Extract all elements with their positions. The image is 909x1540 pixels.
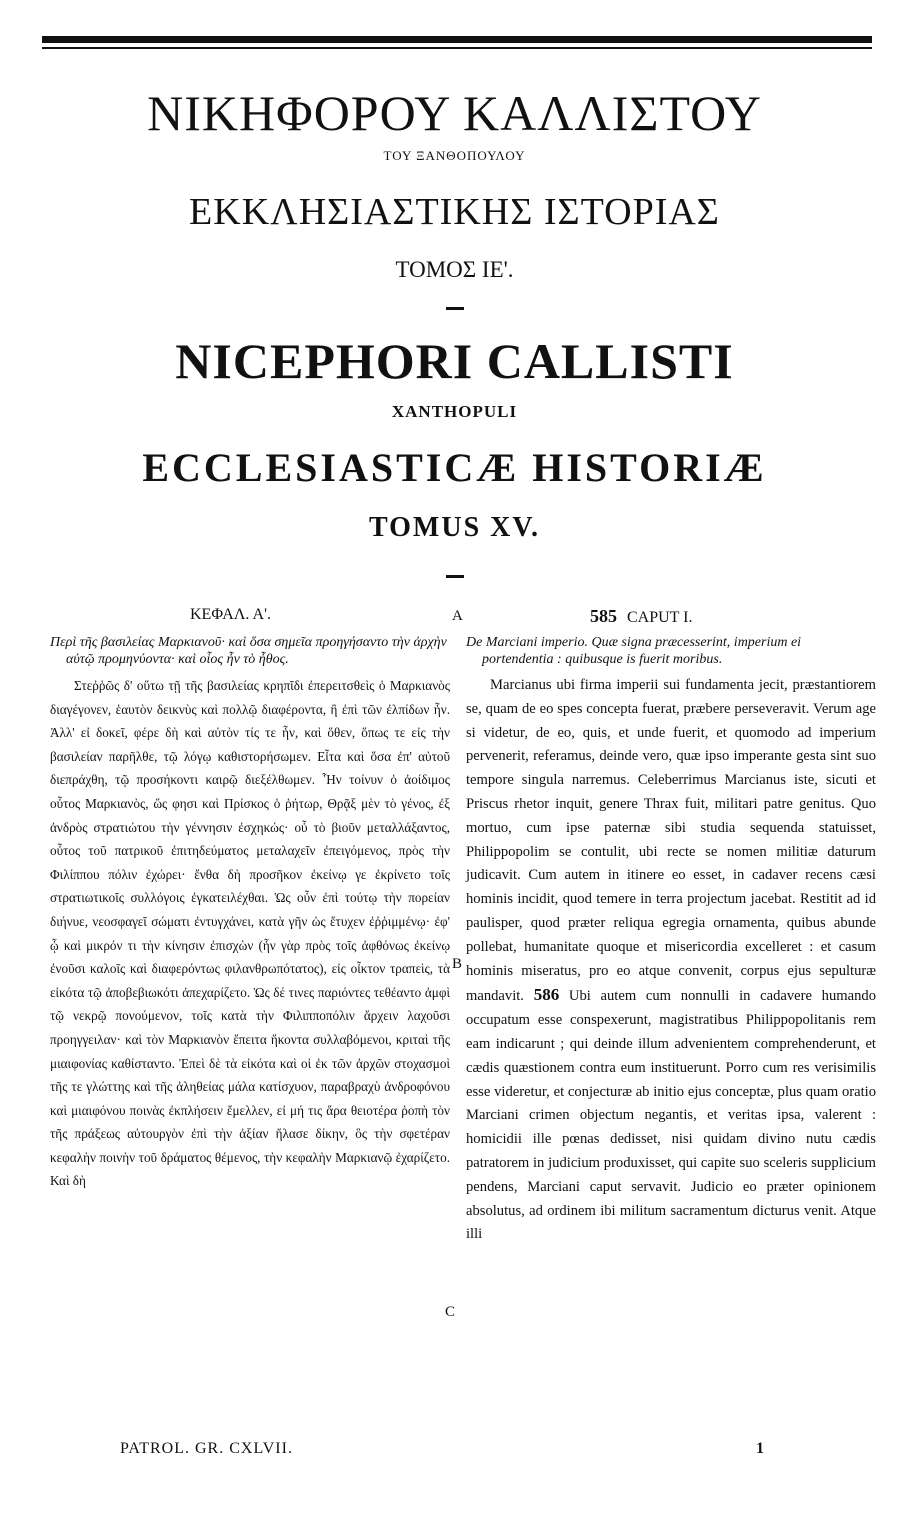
latin-author-subtitle: XANTHOPULI bbox=[391, 402, 518, 421]
signature-mark: 1 bbox=[756, 1440, 764, 1457]
latin-body-part2: Ubi autem cum nonnulli in cadavere humando occupatum esse conspexerunt, magistratibus Philippopolitanis rem eam indicarunt ; qui deinde illum advenientem comprehenderunt, et cædis quæstionem contra eum instituerunt. Porro cum res verisimilis esse videretur, et conjecturæ ab initio ejus conceptæ, plus quam oratio Marciani crimen objectum negantis, et veritas ipsa, valerent : homicidii ille pœnas dedisset, nisi quidam divino nutu cædis patratorem in judicium produxisset, qui capite suo sceleris supplicium pendens, Marciani caput servavit. Judicio eo præter opinionem absolutus, ad ordinem ibi militum sacramentum dicturus venit. Atque illi bbox=[466, 988, 876, 1243]
greek-chapter-summary: Περὶ τῆς βασιλείας Μαρκιανοῦ· καὶ ὅσα σημεῖα προηγήσαντο τὴν ἀρχὴν αὐτῷ προμηνύοντα· καὶ οἷος ἦν τὸ ἦθος. bbox=[50, 635, 447, 667]
greek-work-title: ΕΚΚΛΗΣΙΑΣΤΙΚΗΣ ΙΣΤΟΡΙΑΣ bbox=[189, 191, 720, 233]
greek-tome: ΤΟΜΟΣ ΙΕ'. bbox=[395, 257, 514, 282]
latin-chapter-summary: De Marciani imperio. Quæ signa præcesserint, imperium ei portendentia : quibusque is fuerit moribus. bbox=[466, 635, 802, 667]
latin-author-title: NICEPHORI CALLISTI bbox=[175, 333, 734, 389]
margin-letter-a: A bbox=[452, 608, 463, 624]
greek-text-column bbox=[50, 634, 450, 1193]
separator-dash bbox=[446, 575, 464, 578]
latin-chapter-heading: CAPUT I. bbox=[627, 609, 693, 626]
latin-text-column bbox=[466, 634, 876, 1247]
series-footer: PATROL. GR. CXLVII. bbox=[120, 1440, 293, 1457]
greek-author-subtitle: ΤΟΥ ΞΑΝΘΟΠΟΥΛΟΥ bbox=[383, 148, 526, 163]
margin-letter-c: C bbox=[445, 1304, 456, 1320]
greek-body-text: Στεῤῥῶς δ' οὕτω τῇ τῆς βασιλείας κρηπῖδι ἐπερειτσθεὶς ὁ Μαρκιανὸς διαγέγονεν, ἑαυτὸν δεικνὺς καὶ πολλῷ διαφέροντα, ἢ ἐπὶ τῶν ἐλπίδων ἦν. Ἀλλ' εἰ δοκεῖ, φέρε δὴ καὶ αὐτὸν τίς τε ἦν, καὶ ὅθεν, ὅπως τε εἰς τὴν βασιλείαν παρῆλθε, τῷ λόγῳ καθιστορήσωμεν. Εἶτα καὶ ὅσα ἐπ' αὐτοῦ διεπράχθη, τῷ προσήκοντι καιρῷ διεξέλθωμεν. Ἦν τοίνυν ὁ ἀοίδιμος οὗτος Μαρκιανὸς, ὥς φησι καὶ Πρίσκος ὁ ῥήτωρ, Θρᾷξ μὲν τὸ γένος, ἐξ ἀνδρὸς στρατιώτου τὴν γέννησιν ἐσχηκώς· οὗ τὸ βιοῦν μεταλλάξαντος, οὗτος τοῦ πατρικοῦ ἐπιτηδεύματος μεταλαχεῖν ἐπειγόμενος, πρὸς τὴν Φιλίππου πόλιν ἐχώρει· ἔνθα δὴ προσῆκον ἐκείνῳ γε ἐκρίνετο τοῖς στρατιωτικοῖς συλλόγοις ἐγκατειλέχθαι. Ὡς οὖν ἐπὶ τούτῳ τὴν πορείαν διήνυε, νεοσφαγεῖ σώματι ἐντυγχάνει, κατὰ γῆν ὡς ἔτυχεν ἐῤῥιμμένῳ· ἐφ' ᾧ καὶ μικρόν τι τὴν κίνησιν ἐπισχὼν (ἦν γὰρ πρὸς τοῖς ἀφθόνως ἐκείνῳ ἐνοῦσι καλοῖς καὶ διαφερόντως φιλανθρωπότατος), εἰς οἶκτον τραπεὶς, τὰ εἰκότα τῷ ἀποβεβιωκότι ἀπεχαρίζετο. Ὡς δέ τινες παριόντες τεθέαντο ἀμφὶ τῷ νεκρῷ πονούμενον, τοῖς κατὰ τὴν Φιλιπποπόλιν ἄρχειν λαχοῦσι προηγγειλαν· καὶ τὸν Μαρκιανὸν ἔπειτα ἥκοντα συλλαβόμενοι, κριταὶ τῆς μιαιφονίας καθίσταντο. Ἐπεὶ δὲ τὰ εἰκότα καὶ οἱ ἐκ τῶν ἀρχῶν στοχασμοὶ τῆς τε γλώττης καὶ τῆς ἀληθείας μάλα κατίσχυον, παραβραχὺ ἀνδροφόνου καὶ μιαιφόνου ποινὰς ἐκπλήσειν ἔμελλεν, εἰ μή τις ἄρα θειοτέρα ῥοπὴ τὸν τῆς πράξεως αὐτουργὸν ἐπὶ τὴν ἀξίαν ἤλασε δίκην, ὃς τὴν σφετέραν κεφαλὴν ποινὴν τοῦ δράματος θέμενος, τὴν κεφαλὴν Μαρκιανῷ ἐχαρίζετο. Καὶ δὴ bbox=[50, 678, 450, 1189]
greek-author-title: ΝΙΚΗΦΟΡΟΥ ΚΑΛΛΙΣΤΟΥ bbox=[147, 85, 762, 141]
separator-dash bbox=[446, 307, 464, 310]
latin-work-title: ECCLESIASTICÆ HISTORIÆ bbox=[142, 445, 767, 490]
top-thin-rule bbox=[42, 47, 872, 49]
page-number: 585 bbox=[590, 606, 617, 626]
top-thick-rule bbox=[42, 36, 872, 43]
latin-body-text bbox=[466, 674, 876, 1247]
greek-chapter-heading: ΚΕΦΑΛ. Α'. bbox=[190, 606, 271, 623]
margin-letter-b: B bbox=[452, 956, 463, 972]
latin-body-part1: Marcianus ubi firma imperii sui fundamenta jecit, præstantiorem se, quam de eo spes concepta fuerat, præbere perseveravit. Verum age si videtur, de eo, quis, et unde fuerit, et quomodo ad imperium pervenerit, referamus, deinde vero, quæ ipso imperante gesta sint suo tempore singula narremus. Celeberrimus Marcianus iste, sicuti et Priscus rhetor inquit, genere Thrax fuit, militari patre genitus. Quo mortuo, cum ipse paternæ sibi studia sequenda statuisset, Philippopolim se contulit, ubi recte se nomen militiæ daturum judicavit. Cum autem in itinere eo esset, in cadaver recens cæsi hominis incidit, quod temere in terra projectum jacebat. Restitit ad id paulisper, quod præter reliqua egregia ornamenta, quibus abunde pollebat, humanitate quoque et misericordia excelleret : et casum hominis miseratus, pro eo atque convenit, corpus ejus sepulturæ mandavit. bbox=[466, 677, 876, 1005]
latin-tome: TOMUS XV. bbox=[368, 512, 540, 543]
latin-chapter-heading-row bbox=[590, 606, 693, 627]
inline-page-number: 586 bbox=[533, 985, 560, 1005]
